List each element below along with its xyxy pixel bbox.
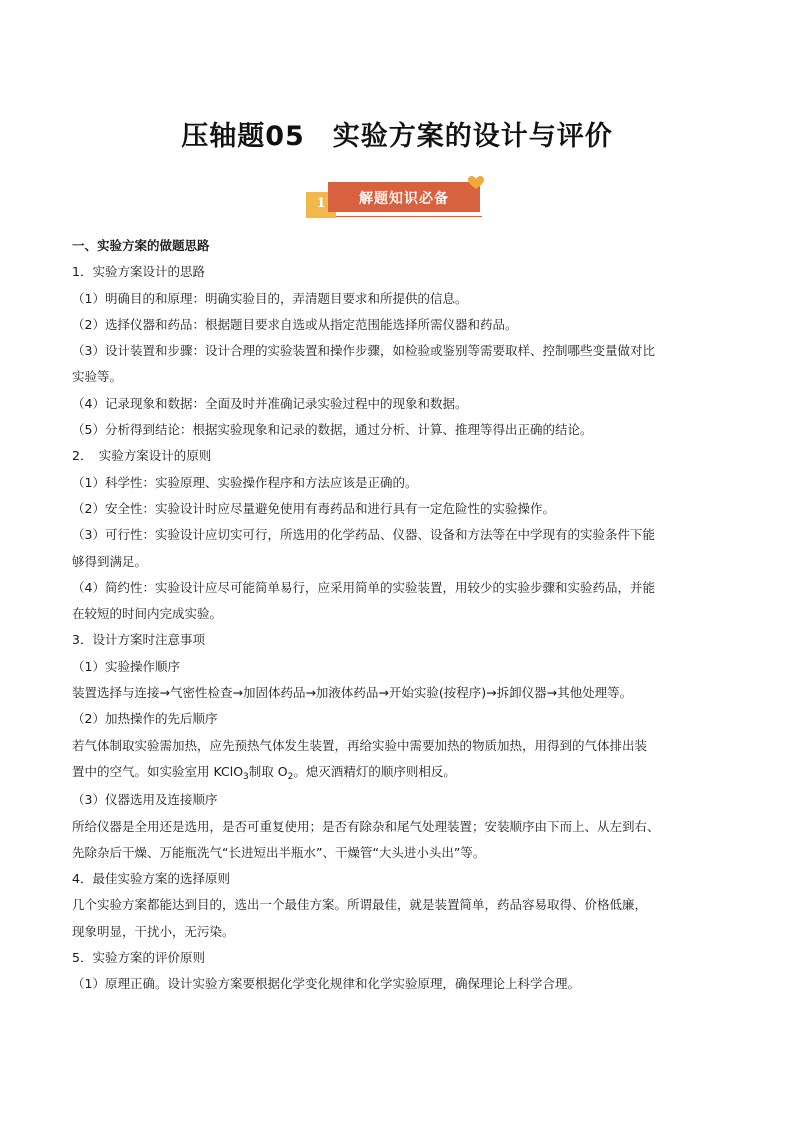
paragraph-line: （3）可行性：实验设计应切实可行，所选用的化学药品、仪器、设备和方法等在中学现有的实验条件下能	[72, 527, 655, 543]
paragraph-line: 实验等。	[72, 369, 123, 385]
paragraph-line: （5）分析得到结论：根据实验现象和记录的数据，通过分析、计算、推理等得出正确的结论。	[72, 422, 593, 438]
paragraph-line: （1）明确目的和原理：明确实验目的，弄清题目要求和所提供的信息。	[72, 290, 468, 306]
subheading: 1．实验方案设计的思路	[72, 264, 205, 280]
paragraph-line: （1）原理正确。设计实验方案要根据化学变化规律和化学实验原理，确保理论上科学合理。	[72, 976, 580, 992]
paragraph-line: 够得到满足。	[72, 553, 148, 569]
paragraph-line: （4）简约性：实验设计应尽可能简单易行，应采用简单的实验装置，用较少的实验步骤和实验药品，并能	[72, 579, 655, 595]
paragraph-line: （3）仪器选用及连接顺序	[72, 792, 218, 808]
subheading: 4．最佳实验方案的选择原则	[72, 871, 230, 887]
paragraph-line: （1）实验操作顺序	[72, 658, 180, 674]
paragraph-line: 现象明显，干扰小，无污染。	[72, 923, 235, 939]
subheading: 5．实验方案的评价原则	[72, 950, 205, 966]
paragraph-line: （4）记录现象和数据：全面及时并准确记录实验过程中的现象和数据。	[72, 395, 468, 411]
banner-underline	[336, 216, 482, 217]
body-content	[72, 233, 724, 998]
subheading: 2． 实验方案设计的原则	[72, 448, 212, 464]
paragraph-line: （2）选择仪器和药品：根据题目要求自选或从指定范围能选择所需仪器和药品。	[72, 316, 518, 332]
paragraph-line: （2）安全性：实验设计时应尽量避免使用有毒药品和进行具有一定危险性的实验操作。	[72, 500, 555, 516]
subscript: 3	[243, 771, 249, 782]
text-run: 置中的空气。如实验室用 KClO	[72, 763, 244, 779]
paragraph-line: 装置选择与连接→气密性检查→加固体药品→加液体药品→开始实验(按程序)→拆卸仪器→其他处理等。	[72, 685, 633, 701]
paragraph-line: （2）加热操作的先后顺序	[72, 711, 218, 727]
heart-icon	[468, 176, 484, 190]
text-run: 制取 O	[248, 763, 288, 779]
paragraph-line: 在较短的时间内完成实验。	[72, 606, 223, 622]
text-run: 。熄灭酒精灯的顺序则相反。	[293, 763, 456, 779]
banner-label: 解题知识必备	[359, 191, 449, 207]
paragraph-line: （3）设计装置和步骤：设计合理的实验装置和操作步骤，如检验或鉴别等需要取样、控制哪些变量做对比	[72, 343, 655, 359]
paragraph-line: 几个实验方案都能达到目的，选出一个最佳方案。所谓最佳，就是装置简单，药品容易取得、价格低廉，	[72, 897, 648, 913]
subheading: 3．设计方案时注意事项	[72, 632, 205, 648]
paragraph-line: 先除杂后干燥、万能瓶洗气“长进短出半瓶水”、干燥管“大头进小头出”等。	[72, 844, 486, 860]
banner-number: 1	[316, 196, 326, 211]
paragraph-line: （1）科学性：实验原理、实验操作程序和方法应该是正确的。	[72, 474, 418, 490]
paragraph-line: 若气体制取实验需加热，应先预热气体发生装置，再给实验中需要加热的物质加热，用得到的气体排出装	[72, 737, 648, 753]
page-title: 压轴题05 实验方案的设计与评价	[181, 121, 613, 152]
subscript: 2	[287, 771, 294, 782]
paragraph-line: 所给仪器是全用还是选用，是否可重复使用；是否有除杂和尾气处理装置；安装顺序由下而上、从左到右、	[72, 818, 660, 834]
paragraph-line-formula	[72, 759, 724, 787]
section-banner	[306, 176, 490, 220]
section-heading: 一、实验方案的做题思路	[72, 238, 210, 253]
